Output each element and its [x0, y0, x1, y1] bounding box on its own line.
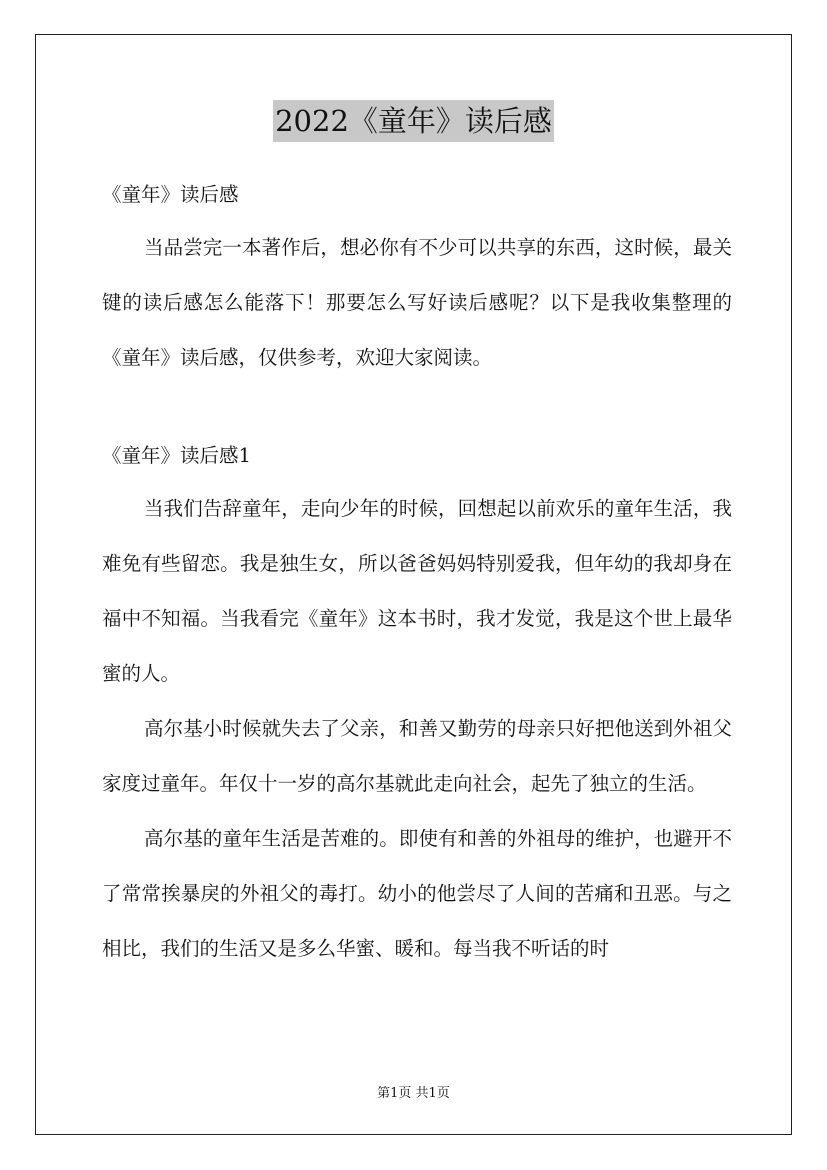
section-heading: 《童年》读后感1 [102, 444, 251, 467]
page-footer: 第1页 共1页 [377, 1086, 450, 1101]
section-spacer [102, 385, 732, 431]
section-paragraph-2: 高尔基小时候就失去了父亲，和善又勤劳的母亲只好把他送到外祖父家度过童年。年仅十一岁的高尔基就此走向社会，起先了独立的生活。 [102, 717, 732, 795]
section-paragraph-3: 高尔基的童年生活是苦难的。即使有和善的外祖母的维护，也避开不了常常挨暴戾的外祖父的毒打。幼小的他尝尽了人间的苦痛和丑恶。与之相比，我们的生活又是多么华蜜、暖和。每当我不听话的时 [102, 827, 732, 960]
section-paragraph-1: 当我们告辞童年，走向少年的时候，回想起以前欢乐的童年生活，我难免有些留恋。我是独生女，所以爸爸妈妈特别爱我，但年幼的我却身在福中不知福。当我看完《童年》这本书时，我才发觉，我是这个世上最华蜜的人。 [102, 497, 732, 685]
intro-heading: 《童年》读后感 [102, 183, 239, 206]
document-body [102, 170, 732, 976]
document-title: 2022《童年》读后感 [273, 100, 554, 142]
intro-paragraph: 当品尝完一本著作后，想必你有不少可以共享的东西，这时候，最关键的读后感怎么能落下！那要怎么写好读后感呢？以下是我收集整理的《童年》读后感，仅供参考，欢迎大家阅读。 [102, 236, 732, 369]
title-container [0, 100, 827, 142]
